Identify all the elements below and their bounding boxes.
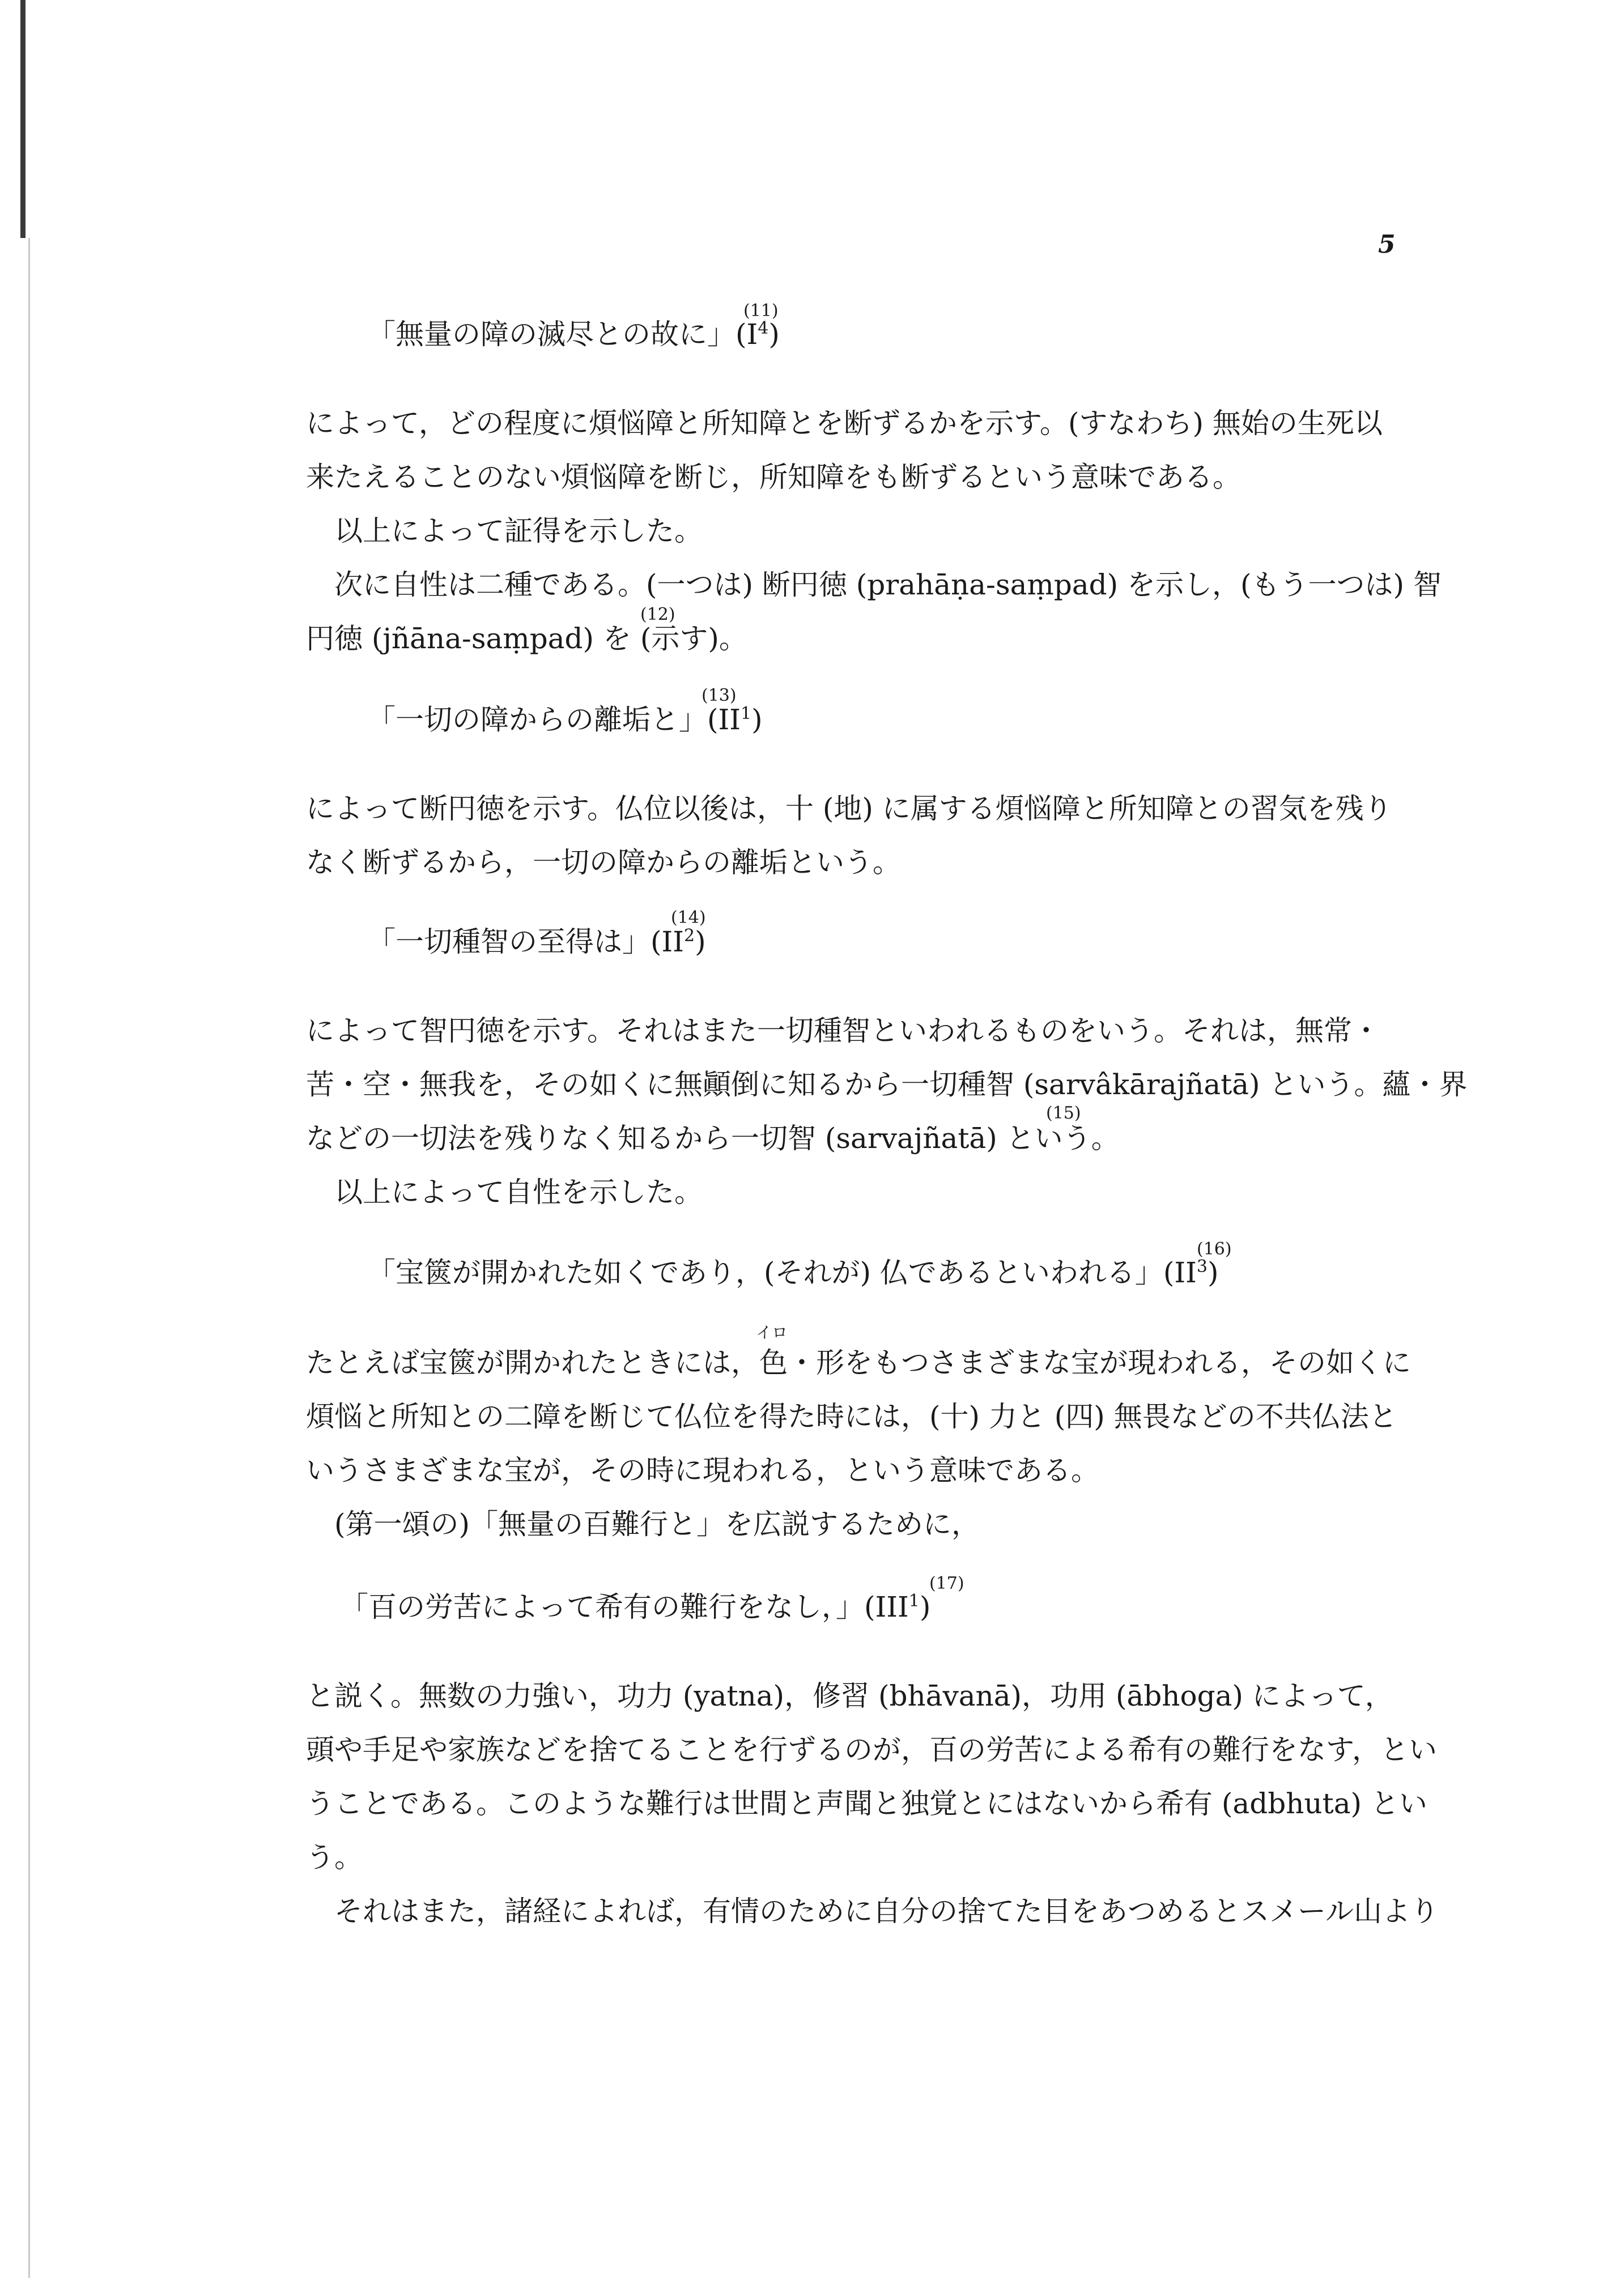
verse-quote-text: 「一切の障からの離垢と」(II <box>367 703 741 736</box>
footnote-marker: (13) <box>702 686 737 705</box>
text-line: うことである。このような難行は世間と声聞と独覚とにはないから希有 (adbhuta) とい <box>306 1787 1427 1820</box>
text-line: それはまた，諸経によれば，有情のために自分の捨てた目をあつめるとスメール山より <box>334 1895 1439 1928</box>
text-line: によって断円徳を示す。仏位以後は，十 (地) に属する煩悩障と所知障との習気を残り <box>306 792 1392 825</box>
binding-edge-dark <box>20 0 25 238</box>
text-line: たとえば宝篋が開かれたときには，色・形をもつさまざまな宝が現われる，その如くに <box>306 1346 1411 1379</box>
text-line: 苦・空・無我を，その如くに無顚倒に知るから一切種智 (sarvâkārajñatā) という。蘊・界 <box>306 1068 1468 1101</box>
verse-quote <box>367 1256 1219 1290</box>
text-line: (第一頌の)「無量の百難行と」を広説するために， <box>334 1508 980 1541</box>
ruby-annotation: イロ <box>756 1323 788 1342</box>
verse-quote <box>340 1590 930 1624</box>
verse-quote-close: ) <box>1208 1256 1219 1289</box>
verse-quote-close: ) <box>919 1591 931 1623</box>
footnote-marker: (15) <box>1046 1103 1081 1123</box>
paragraph-block <box>306 1004 1468 1219</box>
binding-edge-light <box>28 238 30 2278</box>
footnote-marker: (14) <box>671 908 706 928</box>
paragraph-block <box>306 1336 1411 1551</box>
verse-quote-text: 「無量の障の滅尽との故に」(I <box>367 318 758 351</box>
page-number: 5 <box>1378 230 1396 259</box>
text-line: う。 <box>306 1841 363 1874</box>
verse-quote-close: ) <box>695 925 706 958</box>
footnote-marker: (11) <box>743 301 779 321</box>
text-line: 煩悩と所知との二障を断じて仏位を得た時には，(十) 力と (四) 無畏などの不共仏法と <box>306 1400 1397 1433</box>
text-line: 来たえることのない煩悩障を断じ，所知障をも断ずるという意味である。 <box>306 461 1241 494</box>
verse-quote-close: ) <box>751 703 763 736</box>
paragraph-block <box>306 1669 1439 1938</box>
text-line: によって，どの程度に煩悩障と所知障とを断ずるかを示す。(すなわち) 無始の生死以 <box>306 407 1383 440</box>
text-line: いうさまざまな宝が，その時に現われる，という意味である。 <box>306 1454 1099 1487</box>
text-line: 円徳 (jñāna-saṃpad) を (示す)。 <box>306 622 747 655</box>
text-line: によって智円徳を示す。それはまた一切種智といわれるものをいう。それは，無常・ <box>306 1014 1380 1047</box>
text-line: 以上によって自性を示した。 <box>334 1176 703 1209</box>
verse-quote-text: 「一切種智の至得は」(II <box>367 925 685 958</box>
footnote-marker: (12) <box>640 605 675 624</box>
text-line: 頭や手足や家族などを捨てることを行ずるのが，百の労苦による希有の難行をなす，とい <box>306 1733 1437 1766</box>
text-line: などの一切法を残りなく知るから一切智 (sarvajñatā) という。 <box>306 1122 1120 1155</box>
verse-superscript: 2 <box>684 926 695 946</box>
verse-superscript: 1 <box>741 704 752 724</box>
footnote-marker: (17) <box>929 1574 964 1593</box>
verse-quote <box>367 925 706 959</box>
verse-quote-close: ) <box>768 318 780 351</box>
paragraph-block <box>306 782 1411 890</box>
verse-superscript: 3 <box>1196 1257 1208 1277</box>
footnote-marker: (16) <box>1197 1239 1232 1259</box>
verse-quote <box>367 703 763 737</box>
verse-quote-text: 「百の労苦によって希有の難行をなし，」(III <box>340 1591 909 1623</box>
text-line: 以上によって証得を示した。 <box>334 515 703 547</box>
verse-quote-text: 「宝篋が開かれた如くであり，(それが) 仏であるといわれる」(II <box>367 1256 1197 1289</box>
text-line: 次に自性は二種である。(一つは) 断円徳 (prahāṇa-saṃpad) を示し，(もう一つは) 智 <box>334 568 1442 601</box>
verse-superscript: 4 <box>758 318 769 338</box>
verse-quote <box>367 317 780 351</box>
text-line: なく断ずるから，一切の障からの離垢という。 <box>306 846 901 879</box>
paragraph-block <box>306 397 1442 666</box>
verse-superscript: 1 <box>908 1591 920 1611</box>
text-line: と説く。無数の力強い，功力 (yatna)，修習 (bhāvanā)，功用 (ābhoga) によって， <box>306 1680 1393 1712</box>
